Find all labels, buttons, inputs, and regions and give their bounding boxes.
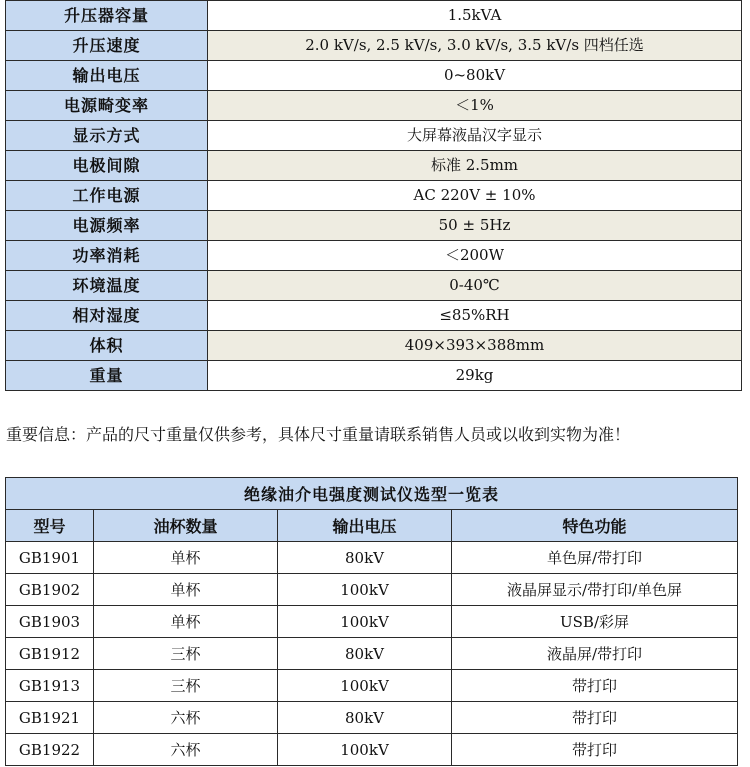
selection-title-row xyxy=(6,478,738,510)
spec-value: 大屏幕液晶汉字显示 xyxy=(208,121,742,151)
spec-value: 2.0 kV/s, 2.5 kV/s, 3.0 kV/s, 3.5 kV/s 四档任选 xyxy=(208,31,742,61)
spec-label: 功率消耗 xyxy=(6,241,208,271)
cell-output-voltage: 80kV xyxy=(278,702,452,734)
spec-value: 0~80kV xyxy=(208,61,742,91)
cell-cup-count: 单杯 xyxy=(94,542,278,574)
spec-label: 电源畸变率 xyxy=(6,91,208,121)
table-row xyxy=(6,702,738,734)
spec-table xyxy=(5,0,742,391)
spec-value: 0-40℃ xyxy=(208,271,742,301)
spec-row xyxy=(6,61,742,91)
spec-row xyxy=(6,181,742,211)
cell-output-voltage: 100kV xyxy=(278,574,452,606)
cell-cup-count: 三杯 xyxy=(94,638,278,670)
selection-table xyxy=(5,477,738,766)
spec-value: ＜1% xyxy=(208,91,742,121)
spec-row xyxy=(6,361,742,391)
cell-output-voltage: 80kV xyxy=(278,638,452,670)
table-row xyxy=(6,638,738,670)
spec-label: 升压器容量 xyxy=(6,1,208,31)
spec-value: 409×393×388mm xyxy=(208,331,742,361)
spec-label: 重量 xyxy=(6,361,208,391)
cell-features: 带打印 xyxy=(452,702,738,734)
cell-features: 带打印 xyxy=(452,670,738,702)
table-row xyxy=(6,734,738,766)
header-model: 型号 xyxy=(6,510,94,542)
spec-row xyxy=(6,271,742,301)
spec-value: AC 220V ± 10% xyxy=(208,181,742,211)
cell-features: USB/彩屏 xyxy=(452,606,738,638)
cell-features: 单色屏/带打印 xyxy=(452,542,738,574)
table-row xyxy=(6,670,738,702)
spec-value: 50 ± 5Hz xyxy=(208,211,742,241)
cell-cup-count: 单杯 xyxy=(94,574,278,606)
cell-model: GB1921 xyxy=(6,702,94,734)
table-row xyxy=(6,606,738,638)
spec-value: 29kg xyxy=(208,361,742,391)
spec-value: ≤85%RH xyxy=(208,301,742,331)
cell-model: GB1901 xyxy=(6,542,94,574)
cell-features: 液晶屏显示/带打印/单色屏 xyxy=(452,574,738,606)
spec-row xyxy=(6,301,742,331)
cell-output-voltage: 100kV xyxy=(278,606,452,638)
spec-row xyxy=(6,1,742,31)
spec-label: 电极间隙 xyxy=(6,151,208,181)
header-features: 特色功能 xyxy=(452,510,738,542)
spec-value: ＜200W xyxy=(208,241,742,271)
selection-table-title: 绝缘油介电强度测试仪选型一览表 xyxy=(6,478,738,510)
spec-value: 1.5kVA xyxy=(208,1,742,31)
table-row xyxy=(6,542,738,574)
spec-row xyxy=(6,31,742,61)
cell-cup-count: 六杯 xyxy=(94,734,278,766)
header-output-voltage: 输出电压 xyxy=(278,510,452,542)
selection-header-row xyxy=(6,510,738,542)
cell-cup-count: 六杯 xyxy=(94,702,278,734)
spec-label: 显示方式 xyxy=(6,121,208,151)
spec-row xyxy=(6,331,742,361)
cell-features: 液晶屏/带打印 xyxy=(452,638,738,670)
spec-label: 电源频率 xyxy=(6,211,208,241)
spec-row xyxy=(6,241,742,271)
spec-value: 标准 2.5mm xyxy=(208,151,742,181)
spec-label: 环境温度 xyxy=(6,271,208,301)
spec-row xyxy=(6,121,742,151)
spec-row xyxy=(6,91,742,121)
cell-output-voltage: 80kV xyxy=(278,542,452,574)
important-note: 重要信息：产品的尺寸重量仅供参考，具体尺寸重量请联系销售人员或以收到实物为准！ xyxy=(6,425,631,444)
cell-features: 带打印 xyxy=(452,734,738,766)
cell-model: GB1903 xyxy=(6,606,94,638)
header-cup-count: 油杯数量 xyxy=(94,510,278,542)
cell-model: GB1912 xyxy=(6,638,94,670)
cell-output-voltage: 100kV xyxy=(278,734,452,766)
cell-model: GB1902 xyxy=(6,574,94,606)
spec-label: 相对湿度 xyxy=(6,301,208,331)
cell-cup-count: 三杯 xyxy=(94,670,278,702)
cell-model: GB1922 xyxy=(6,734,94,766)
cell-model: GB1913 xyxy=(6,670,94,702)
cell-cup-count: 单杯 xyxy=(94,606,278,638)
spec-label: 输出电压 xyxy=(6,61,208,91)
spec-label: 工作电源 xyxy=(6,181,208,211)
spec-label: 升压速度 xyxy=(6,31,208,61)
cell-output-voltage: 100kV xyxy=(278,670,452,702)
spec-row xyxy=(6,151,742,181)
spec-label: 体积 xyxy=(6,331,208,361)
spec-row xyxy=(6,211,742,241)
table-row xyxy=(6,574,738,606)
